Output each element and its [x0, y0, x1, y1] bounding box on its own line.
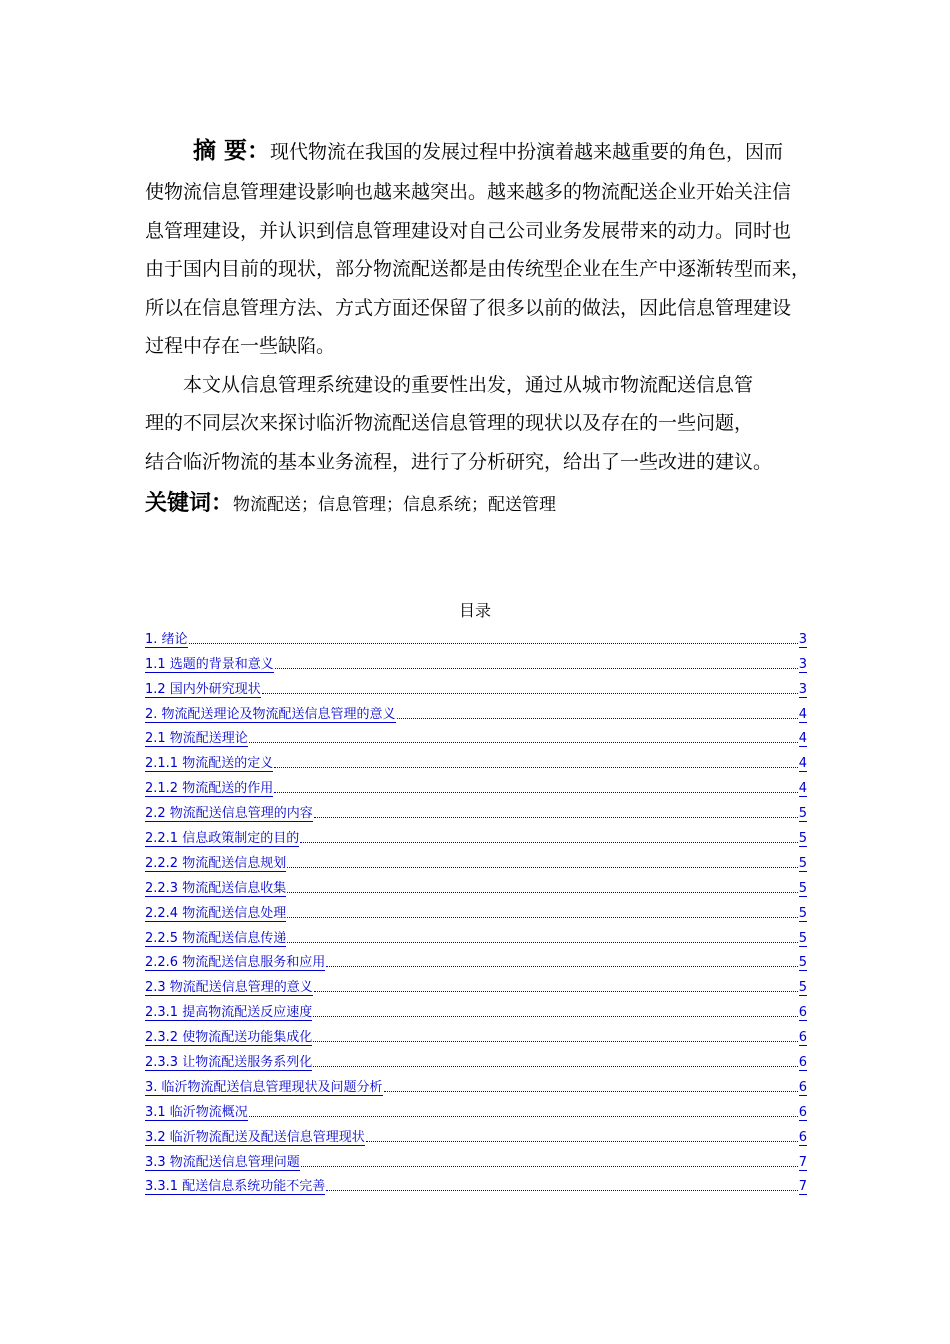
- toc-entry-label: 2.1 物流配送理论: [145, 731, 248, 747]
- toc-entry-label: 2.3.2 使物流配送功能集成化: [145, 1030, 313, 1046]
- toc-entry-link[interactable]: [145, 747, 807, 772]
- toc-page-number: 3: [798, 681, 807, 697]
- toc-entry-link[interactable]: [145, 1121, 807, 1146]
- abstract-first-line: [145, 130, 810, 173]
- toc-dot-leader: [300, 842, 798, 843]
- toc-page-number: 5: [798, 880, 807, 896]
- toc-entry-label: 2.3.1 提高物流配送反应速度: [145, 1005, 313, 1021]
- toc-dot-leader: [275, 668, 798, 669]
- toc-entry-label: 2.3.3 让物流配送服务系列化: [145, 1055, 313, 1071]
- toc-entry-link[interactable]: [145, 847, 807, 872]
- toc-dot-leader: [313, 1066, 798, 1067]
- toc-dot-leader: [287, 892, 798, 893]
- abstract-heading: 摘 要：: [193, 138, 271, 164]
- toc-dot-leader: [314, 817, 798, 818]
- toc-page-number: 6: [798, 1055, 807, 1071]
- toc-dot-leader: [326, 1190, 798, 1191]
- toc-entry-label: 2.2.4 物流配送信息处理: [145, 905, 287, 921]
- toc-dot-leader: [189, 643, 798, 644]
- toc-dot-leader: [287, 917, 798, 918]
- abstract-text-line: 理的不同层次来探讨临沂物流配送信息管理的现状以及存在的一些问题，: [145, 412, 754, 434]
- toc-entry-label: 2.1.1 物流配送的定义: [145, 756, 274, 772]
- keywords-text: 物流配送；信息管理；信息系统；配送管理: [233, 495, 557, 515]
- toc-entry-link[interactable]: [145, 1146, 807, 1171]
- toc-entry-link[interactable]: [145, 947, 807, 972]
- toc-entry-label: 2.3 物流配送信息管理的意义: [145, 980, 313, 996]
- toc-page-number: 5: [798, 831, 807, 847]
- toc-page-number: 7: [798, 1179, 807, 1195]
- abstract-text-line: 使物流信息管理建设影响也越来越突出。越来越多的物流配送企业开始关注信: [145, 181, 792, 203]
- toc-page-number: 5: [798, 905, 807, 921]
- toc-entry-label: 3.3.1 配送信息系统功能不完善: [145, 1179, 326, 1195]
- toc-page-number: 4: [798, 731, 807, 747]
- toc-entry-label: 2.2 物流配送信息管理的内容: [145, 806, 313, 822]
- toc-page-number: 6: [798, 1104, 807, 1120]
- abstract-text-line: 所以在信息管理方法、方式方面还保留了很多以前的做法，因此信息管理建设: [145, 296, 792, 319]
- toc-dot-leader: [314, 991, 798, 992]
- toc-dot-leader: [301, 1166, 798, 1167]
- toc-entry-link[interactable]: [145, 1046, 807, 1071]
- toc-entry-link[interactable]: [145, 698, 807, 723]
- toc-entry-link[interactable]: [145, 1071, 807, 1096]
- toc-entry-label: 2.2.6 物流配送信息服务和应用: [145, 955, 326, 971]
- toc-entry-link[interactable]: [145, 822, 807, 847]
- toc-entry-label: 2.2.1 信息政策制定的目的: [145, 831, 300, 847]
- toc-page-number: 6: [798, 1005, 807, 1021]
- toc-page-number: 6: [798, 1030, 807, 1046]
- toc-entry-link[interactable]: [145, 872, 807, 897]
- toc-entry-link[interactable]: [145, 922, 807, 947]
- toc-entry-link[interactable]: [145, 623, 807, 648]
- toc-page-number: 5: [798, 806, 807, 822]
- toc-entry-link[interactable]: [145, 971, 807, 996]
- toc-entry-label: 2. 物流配送理论及物流配送信息管理的意义: [145, 706, 396, 722]
- abstract-text-line: 过程中存在一些缺陷。: [145, 335, 336, 357]
- toc-dot-leader: [384, 1091, 798, 1092]
- toc-title: 目录: [458, 601, 491, 620]
- abstract-text-line: 结合临沂物流的基本业务流程，进行了分析研究，给出了一些改进的建议。: [145, 450, 773, 473]
- toc-page-number: 6: [798, 1129, 807, 1145]
- toc-dot-leader: [397, 718, 798, 719]
- toc-entry-link[interactable]: [145, 673, 807, 698]
- toc-entry-label: 3. 临沂物流配送信息管理现状及问题分析: [145, 1079, 383, 1095]
- toc-entry-link[interactable]: [145, 1096, 807, 1121]
- toc-dot-leader: [366, 1141, 798, 1142]
- toc-entry-link[interactable]: [145, 772, 807, 797]
- toc-dot-leader: [313, 1041, 798, 1042]
- toc-page-number: 5: [798, 855, 807, 871]
- toc-entry-link[interactable]: [145, 723, 807, 748]
- toc-entry-label: 2.2.2 物流配送信息规划: [145, 855, 287, 871]
- keywords-line: [145, 486, 556, 517]
- toc-page-number: 7: [798, 1154, 807, 1170]
- toc-dot-leader: [326, 966, 798, 967]
- abstract-text-line: 由于国内目前的现状，部分物流配送都是由传统型企业在生产中逐渐转型而来，: [145, 258, 811, 280]
- toc-entry-label: 2.2.3 物流配送信息收集: [145, 880, 287, 896]
- toc-dot-leader: [313, 1016, 798, 1017]
- toc-page-number: 4: [798, 781, 807, 797]
- toc-entry-link[interactable]: [145, 996, 807, 1021]
- toc-dot-leader: [274, 767, 798, 768]
- abstract-section: [145, 130, 810, 481]
- table-of-contents: [145, 623, 807, 1195]
- toc-dot-leader: [274, 792, 798, 793]
- keywords-label: 关键词：: [145, 491, 234, 516]
- toc-page-number: 4: [798, 706, 807, 722]
- toc-page-number: 3: [798, 631, 807, 647]
- toc-dot-leader: [249, 742, 798, 743]
- toc-entry-label: 1.1 选题的背景和意义: [145, 656, 274, 672]
- toc-entry-label: 1.2 国内外研究现状: [145, 681, 261, 697]
- toc-page-number: 5: [798, 980, 807, 996]
- toc-page-number: 5: [798, 955, 807, 971]
- toc-entry-label: 3.1 临沂物流概况: [145, 1104, 248, 1120]
- toc-entry-link[interactable]: [145, 648, 807, 673]
- abstract-text-line: 本文从信息管理系统建设的重要性出发，通过从城市物流配送信息管: [183, 373, 754, 396]
- toc-dot-leader: [287, 867, 798, 868]
- toc-entry-link[interactable]: [145, 1171, 807, 1196]
- abstract-text-line: 现代物流在我国的发展过程中扮演着越来越重要的角色，因而: [270, 141, 784, 163]
- toc-entry-link[interactable]: [145, 797, 807, 822]
- toc-page-number: 3: [798, 656, 807, 672]
- toc-page-number: 6: [798, 1079, 807, 1095]
- toc-entry-label: 2.2.5 物流配送信息传递: [145, 930, 287, 946]
- toc-dot-leader: [287, 942, 798, 943]
- toc-entry-label: 3.2 临沂物流配送及配送信息管理现状: [145, 1129, 365, 1145]
- toc-entry-label: 1. 绪论: [145, 631, 188, 647]
- abstract-text-line: 息管理建设，并认识到信息管理建设对自己公司业务发展带来的动力。同时也: [145, 219, 792, 242]
- toc-dot-leader: [262, 693, 798, 694]
- toc-entry-link[interactable]: [145, 1021, 807, 1046]
- toc-entry-label: 3.3 物流配送信息管理问题: [145, 1154, 300, 1170]
- toc-entry-link[interactable]: [145, 897, 807, 922]
- toc-page-number: 5: [798, 930, 807, 946]
- toc-entry-label: 2.1.2 物流配送的作用: [145, 781, 274, 797]
- toc-dot-leader: [249, 1116, 798, 1117]
- toc-page-number: 4: [798, 756, 807, 772]
